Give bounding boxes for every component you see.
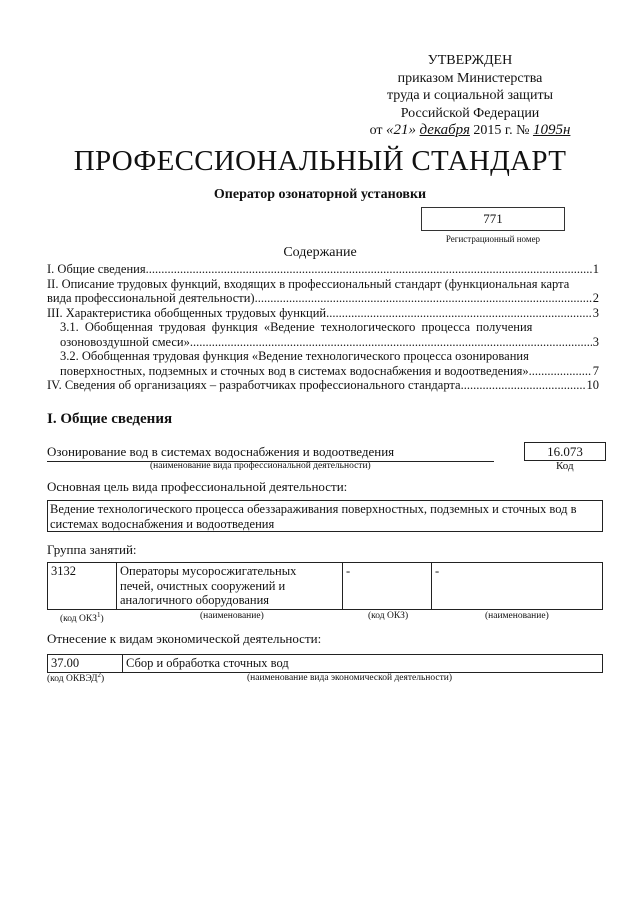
okved-code-caption-close: ) bbox=[100, 674, 105, 685]
order-month: декабря bbox=[419, 122, 470, 138]
page-title: ПРОФЕССИОНАЛЬНЫЙ СТАНДАРТ bbox=[73, 145, 567, 177]
footnote-1: 1 bbox=[96, 611, 101, 619]
occupation-group-table bbox=[47, 562, 603, 610]
okved-code-caption-text: (код ОКВЭД bbox=[47, 674, 98, 685]
toc-entry-text: II. Описание трудовых функций, входящих в профессиональный стандарт (функциональная карта bbox=[47, 276, 570, 291]
approval-title: УТВЕРЖДЕН bbox=[427, 53, 513, 68]
order-day: «21» bbox=[386, 122, 417, 138]
toc-entry-page: 3 bbox=[592, 305, 599, 320]
okz-name-line-1: Операторы мусоросжигательных bbox=[120, 564, 297, 578]
okz-code-cell: 3132 bbox=[48, 563, 117, 610]
toc-entry-3-2[interactable] bbox=[47, 349, 599, 378]
okz-name-line-2: печей, очистных сооружений и bbox=[120, 578, 286, 593]
activity-name-field: Озонирование вод в системах водоснабжения и водоотведения bbox=[47, 444, 494, 462]
okved-code-caption bbox=[47, 671, 104, 684]
toc-entry-page: 7 bbox=[592, 363, 599, 378]
toc-entry-page: 1 bbox=[592, 262, 599, 276]
table-row bbox=[48, 563, 603, 610]
approval-block bbox=[355, 52, 585, 140]
okved-code-cell: 37.00 bbox=[48, 655, 123, 673]
okz-name-line-3: аналогичного оборудования bbox=[120, 593, 270, 607]
toc-entry-1[interactable] bbox=[47, 262, 599, 277]
okz-code-caption-text: (код ОКЗ bbox=[60, 614, 97, 625]
goal-text: Ведение технологического процесса обеззараживания поверхностных, подземных и сточных вод в bbox=[50, 502, 577, 516]
toc-entry-page: 2 bbox=[592, 291, 599, 305]
toc-entry-text-cont: поверхностных, подземных и сточных вод в системах водоснабжения и водоотведения» bbox=[60, 363, 529, 378]
order-number: 1095н bbox=[532, 122, 571, 138]
okz-code2-caption: (код ОКЗ) bbox=[368, 611, 409, 621]
toc-entry-text-cont: вида профессиональной деятельности) bbox=[47, 291, 255, 305]
economic-activity-label: Отнесение к видам экономической деятельности: bbox=[47, 631, 322, 646]
toc-entry-text: I. Общие сведения bbox=[47, 262, 146, 276]
toc-entry-page: 10 bbox=[586, 378, 599, 392]
toc-entry-text: 3.1. Обобщенная трудовая функция «Ведение технологического процесса получения bbox=[60, 320, 533, 334]
order-prefix: от bbox=[369, 123, 383, 138]
toc-entry-text: 3.2. Обобщенная трудовая функция «Ведение технологического процесса озонирования bbox=[60, 349, 529, 363]
registration-number-box: 771 bbox=[421, 207, 565, 231]
registration-number-label: Регистрационный номер bbox=[445, 234, 541, 244]
okz-name-cell bbox=[117, 563, 343, 610]
okved-name-caption: (наименование вида экономической деятельности) bbox=[247, 673, 452, 683]
table-row bbox=[48, 655, 603, 673]
goal-text-cont: системах водоснабжения и водоотведения bbox=[50, 516, 275, 531]
goal-label: Основная цель вида профессиональной деятельности: bbox=[47, 479, 348, 494]
activity-name-caption: (наименование вида профессиональной деятельности) bbox=[150, 461, 371, 471]
goal-box bbox=[47, 500, 603, 532]
okz-name-caption: (наименование) bbox=[200, 611, 264, 621]
activity-code-caption: Код bbox=[556, 460, 574, 472]
okz-code-caption-close: ) bbox=[100, 614, 104, 625]
toc-entry-3-1[interactable] bbox=[47, 320, 599, 349]
approval-line-2: труда и социальной защиты bbox=[387, 88, 553, 103]
okz-code2-cell: - bbox=[343, 563, 432, 610]
okved-name-cell: Сбор и обработка сточных вод bbox=[123, 655, 603, 673]
activity-code-box: 16.073 bbox=[524, 442, 606, 461]
toc-entry-4[interactable] bbox=[47, 378, 599, 393]
footnote-2: 2 bbox=[97, 671, 101, 679]
occupation-group-label: Группа занятий: bbox=[47, 542, 137, 557]
toc-entry-2[interactable] bbox=[47, 277, 599, 306]
toc-entry-3[interactable] bbox=[47, 306, 599, 321]
okz-code-caption bbox=[60, 611, 104, 624]
toc-entry-page: 3 bbox=[592, 334, 599, 349]
okz-name2-caption: (наименование) bbox=[485, 611, 549, 621]
approval-line-1: приказом Министерства bbox=[397, 70, 543, 86]
table-of-contents bbox=[47, 262, 599, 393]
okz-name2-cell: - bbox=[432, 563, 603, 610]
approval-line-3: Российской Федерации bbox=[400, 105, 540, 121]
order-year: 2015 г. № bbox=[473, 123, 530, 138]
approval-order-line bbox=[355, 122, 585, 140]
toc-entry-text: III. Характеристика обобщенных трудовых функций bbox=[47, 305, 327, 320]
toc-entry-text-cont: озоновоздушной смеси» bbox=[60, 334, 190, 349]
section-title: I. Общие сведения bbox=[47, 411, 173, 427]
page-subtitle: Оператор озонаторной установки bbox=[213, 187, 427, 202]
economic-activity-table bbox=[47, 654, 603, 673]
contents-heading: Содержание bbox=[283, 245, 357, 260]
toc-entry-text: IV. Сведения об организациях – разработчиках профессионального стандарта bbox=[47, 378, 461, 392]
